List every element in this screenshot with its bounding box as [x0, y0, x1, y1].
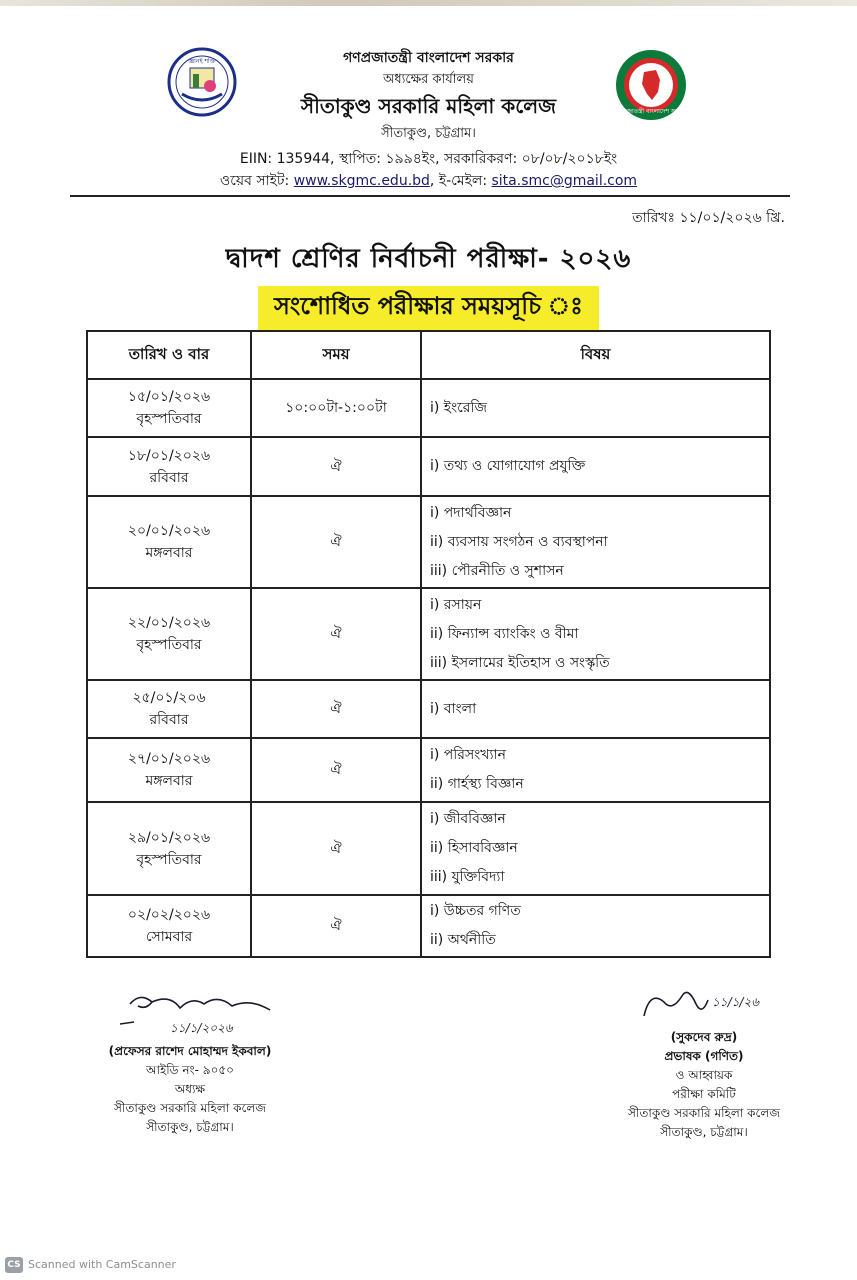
subject-item: ii) ব্যবসায় সংগঠন ও ব্যবস্থাপনা [430, 533, 608, 550]
scanner-watermark: Scanned with CamScanner [28, 1258, 176, 1271]
row-subject-cell [421, 802, 770, 895]
exam-time: ঐ [251, 895, 421, 957]
column-header-subject: বিষয় [421, 331, 770, 379]
convener-signature [624, 982, 784, 1028]
convener-signature-date: ১১/১/২৬ [712, 995, 760, 1009]
college-name: সীতাকুণ্ড সরকারি মহিলা কলেজ [300, 94, 557, 118]
subject-item: i) রসায়ন [430, 596, 482, 613]
subject-item: i) পদার্থবিজ্ঞান [430, 504, 512, 521]
subject-item: i) বাংলা [430, 700, 477, 717]
row-date-cell [87, 802, 251, 895]
contact-line [0, 169, 857, 193]
email-link[interactable]: sita.smc@gmail.com [491, 173, 638, 189]
subject-item: i) ইংরেজি [430, 399, 487, 416]
subject-item: i) তথ্য ও যোগাযোগ প্রযুক্তি [430, 458, 586, 474]
row-date-cell [87, 588, 251, 680]
row-date-cell [87, 895, 251, 957]
college-location: সীতাকুণ্ড, চট্টগ্রাম। [381, 126, 476, 141]
header-divider [70, 195, 790, 197]
exam-date: ২৫/০১/২০৬ [132, 690, 206, 706]
row-subject-cell [421, 680, 770, 738]
convener-committee: পরীক্ষা কমিটি [672, 1087, 736, 1101]
scan-top-edge [0, 0, 857, 6]
exam-time: ১০:০০টা-১:০০টা [251, 379, 421, 437]
exam-day: বৃহস্পতিবার [136, 851, 202, 868]
exam-date: ১৮/০১/২০২৬ [127, 447, 211, 464]
principal-signature [100, 990, 280, 1042]
exam-day: সোমবার [145, 929, 193, 945]
exam-time: ঐ [251, 437, 421, 496]
table-header-row [87, 331, 770, 379]
row-date-cell [87, 680, 251, 738]
exam-day: রবিবার [149, 469, 189, 486]
exam-day: মঙ্গলবার [145, 773, 193, 789]
exam-time: ঐ [251, 802, 421, 895]
principal-id: আইডি নং- ৯০৫০ [146, 1063, 234, 1077]
row-subject-cell [421, 437, 770, 496]
exam-time: ঐ [251, 588, 421, 680]
row-date-cell [87, 496, 251, 588]
row-subject-cell [421, 738, 770, 802]
website-label: ওয়েব সাইট: [219, 173, 290, 189]
subject-item: iii) পৌরনীতি ও সুশাসন [430, 562, 564, 579]
principal-signature-date: ১১/১/২০২৬ [170, 1021, 233, 1035]
exam-date: ২৯/০১/২০২৬ [127, 829, 211, 846]
principal-title: অধ্যক্ষ [174, 1082, 206, 1096]
exam-date: ০২/০২/২০২৬ [127, 907, 211, 923]
exam-date: ১৫/০১/২০২৬ [127, 389, 211, 405]
principal-place: সীতাকুণ্ড, চট্টগ্রাম। [146, 1120, 234, 1134]
exam-date: ২৭/০১/২০২৬ [127, 751, 211, 767]
exam-date: ২০/০১/২০২৬ [127, 523, 211, 539]
table-row [87, 738, 770, 802]
website-link[interactable]: www.skgmc.edu.bd [293, 173, 430, 189]
principal-name: (প্রফেসর রাশেদ মোহাম্মদ ইকবাল) [108, 1044, 272, 1058]
notice-date: তারিখঃ ১১/০১/২০২৬ খ্রি. [632, 210, 785, 226]
subject-item: i) উচ্চতর গণিত [430, 903, 521, 919]
seal-text: গণপ্রজাতন্ত্রী বাংলাদেশ সরকার [614, 108, 688, 115]
convener-signature-block [594, 982, 814, 1142]
table-row [87, 802, 770, 895]
convener-role: ও আহ্বায়ক [675, 1068, 733, 1082]
subject-item: ii) গার্হস্থ্য বিজ্ঞান [430, 776, 524, 792]
convener-place: সীতাকুণ্ড, চট্টগ্রাম। [660, 1125, 748, 1139]
schedule-subtitle: সংশোধিত পরীক্ষার সময়সূচি ঃ [258, 286, 599, 330]
table-row [87, 895, 770, 957]
table-row [87, 496, 770, 588]
row-subject-cell [421, 895, 770, 957]
row-subject-cell [421, 379, 770, 437]
table-row [87, 588, 770, 680]
exam-day: বৃহস্পতিবার [136, 637, 202, 653]
email-label: , ই-মেইল: [429, 173, 488, 189]
government-name: গণপ্রজাতন্ত্রী বাংলাদেশ সরকার [343, 50, 514, 66]
exam-title: দ্বাদশ শ্রেণির নির্বাচনী পরীক্ষা- ২০২৬ [225, 244, 632, 274]
row-date-cell [87, 437, 251, 496]
exam-time: ঐ [251, 496, 421, 588]
row-subject-cell [421, 496, 770, 588]
camscanner-icon: CS [5, 1257, 23, 1273]
convener-name: (সুকদেব রুদ্র) [670, 1030, 738, 1044]
exam-day: বৃহস্পতিবার [136, 411, 202, 427]
table-row [87, 437, 770, 496]
column-header-date: তারিখ ও বার [87, 331, 251, 379]
exam-time: ঐ [251, 680, 421, 738]
subject-item: iii) ইসলামের ইতিহাস ও সংস্কৃতি [430, 654, 610, 671]
exam-schedule-table [86, 330, 771, 958]
table-row [87, 379, 770, 437]
convener-designation: প্রভাষক (গণিত) [664, 1049, 744, 1063]
column-header-time: সময় [251, 331, 421, 379]
subject-item: ii) হিসাববিজ্ঞান [430, 840, 518, 856]
exam-time: ঐ [251, 738, 421, 802]
principal-college: সীতাকুণ্ড সরকারি মহিলা কলেজ [113, 1101, 266, 1115]
convener-college: সীতাকুণ্ড সরকারি মহিলা কলেজ [627, 1106, 780, 1120]
subject-item: ii) ফিন্যান্স ব্যাংকিং ও বীমা [430, 625, 579, 642]
row-subject-cell [421, 588, 770, 680]
subject-item: ii) অর্থনীতি [430, 932, 496, 948]
office-name: অধ্যক্ষের কার্যালয় [383, 72, 474, 87]
exam-day: রবিবার [149, 712, 189, 728]
eiin-line: EIIN: 135944, স্থাপিত: ১৯৯৪ইং, সরকারিকরণ: ০৮/০৮/২০১৮ইং [239, 151, 618, 167]
exam-day: মঙ্গলবার [145, 545, 193, 561]
exam-date: ২২/০১/২০২৬ [127, 615, 211, 631]
row-date-cell [87, 738, 251, 802]
logo-motto: জ্ঞানই শক্তি [188, 58, 216, 65]
principal-signature-block [60, 990, 320, 1137]
table-row [87, 680, 770, 738]
subject-item: i) পরিসংখ্যান [430, 747, 506, 763]
subject-item: iii) যুক্তিবিদ্যা [430, 869, 505, 885]
subject-item: i) জীববিজ্ঞান [430, 811, 506, 827]
row-date-cell [87, 379, 251, 437]
sub-title-wrap [0, 286, 857, 330]
